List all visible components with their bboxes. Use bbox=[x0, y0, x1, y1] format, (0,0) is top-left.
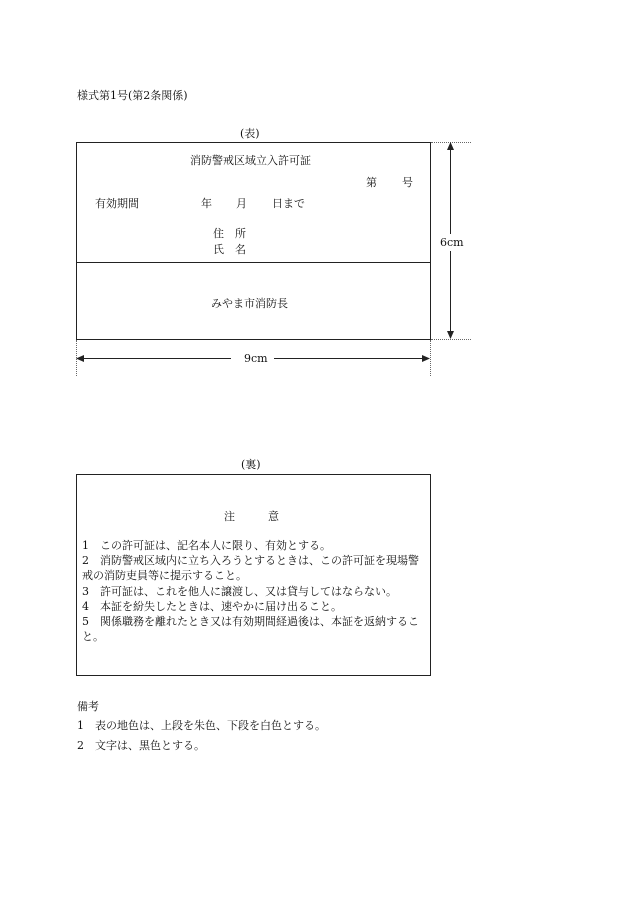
number-suffix: 号 bbox=[402, 176, 413, 189]
year-label: 年 bbox=[201, 197, 212, 210]
validity-label: 有効期間 bbox=[95, 197, 139, 210]
notice-item: 2 消防警戒区域内に立ち入ろうとするときは、この許可証を現場警戒の消防吏員等に提示すること。 bbox=[82, 554, 419, 582]
day-until-label: 日まで bbox=[272, 197, 305, 210]
notice-item: 5 関係職務を離れたとき又は有効期間経過後は、本証を返納すること。 bbox=[82, 615, 419, 643]
issuer-label: みやま市消防長 bbox=[211, 297, 288, 310]
remarks-heading: 備考 bbox=[77, 700, 99, 713]
front-divider bbox=[76, 262, 431, 263]
notice-item: 3 許可証は、これを他人に譲渡し、又は貸与してはならない。 bbox=[82, 585, 397, 598]
width-arrow-left-icon bbox=[76, 355, 84, 362]
remarks-item: 1 表の地色は、上段を朱色、下段を白色とする。 bbox=[77, 719, 326, 732]
notice-item: 4 本証を紛失したときは、速やかに届け出ること。 bbox=[82, 600, 342, 613]
form-label: 様式第1号(第2条関係) bbox=[77, 89, 188, 102]
height-arrow-up-icon bbox=[447, 142, 454, 150]
notice-heading: 注 意 bbox=[224, 510, 279, 523]
width-dimension: 9cm bbox=[244, 352, 268, 365]
front-caption: (表) bbox=[240, 127, 260, 140]
width-arrow-right-icon bbox=[422, 355, 430, 362]
back-caption: (裏) bbox=[241, 458, 261, 471]
height-dimension: 6cm bbox=[440, 236, 464, 249]
remarks-item: 2 文字は、黒色とする。 bbox=[77, 739, 205, 752]
permit-title: 消防警戒区域立入許可証 bbox=[190, 154, 311, 167]
month-label: 月 bbox=[236, 197, 247, 210]
name-label: 氏 名 bbox=[213, 243, 246, 256]
height-arrow-down-icon bbox=[447, 331, 454, 339]
notice-item: 1 この許可証は、記名本人に限り、有効とする。 bbox=[82, 539, 331, 552]
number-prefix: 第 bbox=[366, 176, 377, 189]
address-label: 住 所 bbox=[213, 227, 246, 240]
